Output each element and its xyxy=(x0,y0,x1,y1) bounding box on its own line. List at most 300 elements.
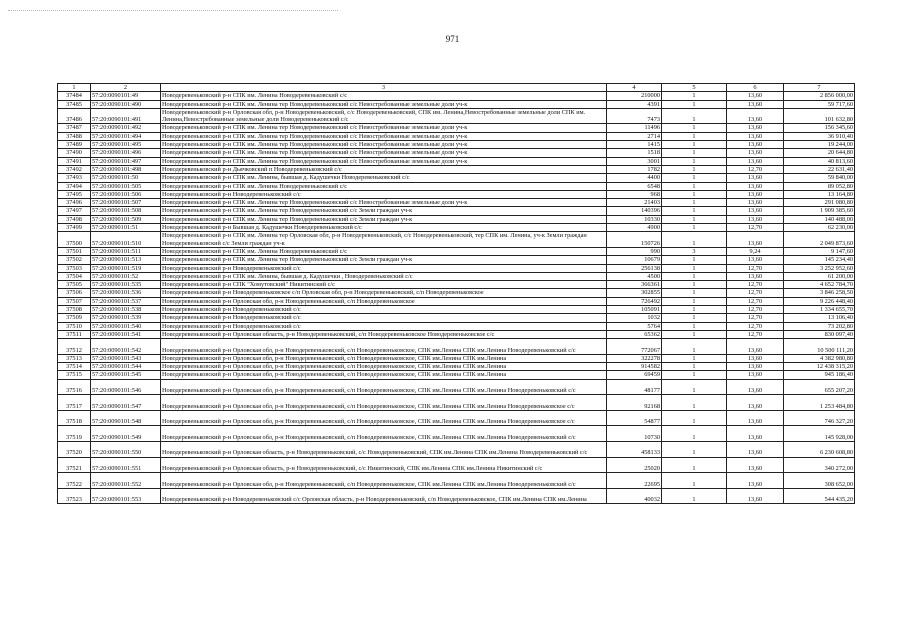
cell-count: 1 xyxy=(662,256,727,264)
cell-cadastral-number: 57:20:0090101:511 xyxy=(91,247,161,255)
cell-row-number: 37492 xyxy=(58,165,91,173)
cell-address: Новодеревеньковский р-н СПК им. Ленина тер Новодеревеньковский с/с Невостребованные земельные доли уч-к xyxy=(161,132,607,140)
cell-address: Новодеревеньковский р-н Орловская область, р-н Новодеревеньковский, с/с Никитинский, СПК им.Ленина СПК им.Ленина Никитинский с/с xyxy=(161,457,607,473)
cell-row-number: 37501 xyxy=(58,247,91,255)
cell-row-number: 37519 xyxy=(58,426,91,442)
cell-cadastral-number: 57:20:0090101:547 xyxy=(91,395,161,411)
cell-cadastral-number: 57:20:0090101:52 xyxy=(91,272,161,280)
cell-cadastral-number: 57:20:0090101:498 xyxy=(91,165,161,173)
table-row xyxy=(58,165,855,173)
cell-cadastral-number: 57:20:0090101:492 xyxy=(91,124,161,132)
cell-rate: 13,60 xyxy=(727,157,784,165)
cell-value: 2 049 873,60 xyxy=(784,232,855,248)
cell-cadastral-number: 57:20:0090101:505 xyxy=(91,182,161,190)
cell-count: 1 xyxy=(662,141,727,149)
cell-count: 1 xyxy=(662,488,727,504)
cell-count: 1 xyxy=(662,281,727,289)
cell-row-number: 37510 xyxy=(58,322,91,330)
cell-area: 772067 xyxy=(607,339,662,355)
cell-rate: 13,60 xyxy=(727,182,784,190)
cell-cadastral-number: 57:20:0090101:49 xyxy=(91,92,161,100)
cell-cadastral-number: 57:20:0090101:543 xyxy=(91,354,161,362)
cell-rate: 13,60 xyxy=(727,199,784,207)
cell-count: 1 xyxy=(662,124,727,132)
cell-address: Новодеревеньковский р-н Новодеревеньковский с/с xyxy=(161,314,607,322)
cell-address: Новодеревеньковский р-н СПК им. Ленина тер Орловская обл, р-н Новодеревеньковский, с/с Новодеревеньковский, тер СПК им. Ленина, уч-к Земли граждан Новодеревеньковский с/с Земли граждан уч-к xyxy=(161,232,607,248)
cell-area: 69459 xyxy=(607,371,662,379)
cell-value: 13 106,40 xyxy=(784,314,855,322)
cell-rate: 13,60 xyxy=(727,488,784,504)
cell-row-number: 37504 xyxy=(58,272,91,280)
cell-row-number: 37522 xyxy=(58,473,91,489)
table-row xyxy=(58,100,855,108)
cell-count: 1 xyxy=(662,473,727,489)
cell-area: 7473 xyxy=(607,108,662,124)
cell-cadastral-number: 57:20:0090101:546 xyxy=(91,379,161,395)
cell-rate: 13,60 xyxy=(727,272,784,280)
cell-area: 5764 xyxy=(607,322,662,330)
table-row xyxy=(58,157,855,165)
table-row xyxy=(58,322,855,330)
cell-value: 40 813,60 xyxy=(784,157,855,165)
table-row xyxy=(58,289,855,297)
cell-value: 9 147,60 xyxy=(784,247,855,255)
cell-value: 61 200,00 xyxy=(784,272,855,280)
cell-area: 210000 xyxy=(607,92,662,100)
cell-count: 1 xyxy=(662,207,727,215)
table-row xyxy=(58,256,855,264)
cell-row-number: 37508 xyxy=(58,306,91,314)
cell-address: Новодеревеньковский р-н СПК им. Ленина тер Новодеревеньковский с/с Земли граждан уч-к xyxy=(161,256,607,264)
cell-count: 1 xyxy=(662,132,727,140)
cell-rate: 13,60 xyxy=(727,92,784,100)
cell-address: Новодеревеньковский р-н Орловская обл, р-н Новодеревеньковский, с/п Новодеревеньковское xyxy=(161,297,607,305)
cell-rate: 13,60 xyxy=(727,215,784,223)
cell-cadastral-number: 57:20:0090101:506 xyxy=(91,190,161,198)
cell-value: 830 097,40 xyxy=(784,330,855,338)
cell-rate: 13,60 xyxy=(727,141,784,149)
cell-address: Новодеревеньковский р-н Орловская обл, р-н Новодеревеньковский, с/с Новодеревеньковский, СПК им. Ленина,Невостребованные земельные доли СПК им. Ленина,Невостребованные земельные доли Новодеревеньковский с/с xyxy=(161,108,607,124)
table-row xyxy=(58,395,855,411)
cell-area: 1032 xyxy=(607,314,662,322)
cell-row-number: 37503 xyxy=(58,264,91,272)
cell-address: Новодеревеньковский р-н СПК им. Ленина тер Новодеревеньковский с/с Невостребованные земельные доли уч-к xyxy=(161,100,607,108)
cell-cadastral-number: 57:20:0090101:536 xyxy=(91,289,161,297)
cell-value: 1 253 484,80 xyxy=(784,395,855,411)
cell-count: 1 xyxy=(662,272,727,280)
cell-value: 4 382 980,80 xyxy=(784,354,855,362)
cell-count: 1 xyxy=(662,289,727,297)
cell-value: 36 910,40 xyxy=(784,132,855,140)
cell-row-number: 37518 xyxy=(58,410,91,426)
cell-count: 1 xyxy=(662,264,727,272)
cell-cadastral-number: 57:20:0090101:545 xyxy=(91,371,161,379)
cell-count: 1 xyxy=(662,199,727,207)
table-row xyxy=(58,473,855,489)
cell-rate: 12,70 xyxy=(727,264,784,272)
table-row xyxy=(58,141,855,149)
table-row xyxy=(58,426,855,442)
cell-area: 21403 xyxy=(607,199,662,207)
cell-rate: 12,70 xyxy=(727,330,784,338)
table-row xyxy=(58,132,855,140)
cell-rate: 12,70 xyxy=(727,289,784,297)
cell-count: 1 xyxy=(662,339,727,355)
table-row xyxy=(58,339,855,355)
table-row xyxy=(58,224,855,232)
cell-area: 65362 xyxy=(607,330,662,338)
cell-address: Новодеревеньковский р-н Орловская обл, р-н Новодеревеньковский, с/п Новодеревеньковское, СПК им.Ленина СПК им.Ленина Новодеревеньковский с/с xyxy=(161,379,607,395)
cell-area: 256138 xyxy=(607,264,662,272)
table-row xyxy=(58,182,855,190)
cell-cadastral-number: 57:20:0090101:509 xyxy=(91,215,161,223)
cell-value: 746 327,20 xyxy=(784,410,855,426)
cell-count: 1 xyxy=(662,322,727,330)
cell-value: 59 840,00 xyxy=(784,174,855,182)
cell-address: Новодеревеньковский р-н Орловская обл, р-н Новодеревеньковский, с/п Новодеревеньковское, СПК им.Ленина СПК им.Ленина xyxy=(161,354,607,362)
cell-address: Новодеревеньковский р-н Орловская обл, р-н Новодеревеньковский, с/п Новодеревеньковское, СПК им.Ленина СПК им.Ленина Новодеревеньковское с/с xyxy=(161,395,607,411)
cell-row-number: 37486 xyxy=(58,108,91,124)
cell-value: 308 652,00 xyxy=(784,473,855,489)
cell-count: 1 xyxy=(662,108,727,124)
cell-area: 4391 xyxy=(607,100,662,108)
cell-address: Новодеревеньковский р-н Новодеревеньковский с/с xyxy=(161,264,607,272)
cell-area: 1415 xyxy=(607,141,662,149)
cell-cadastral-number: 57:20:0090101:490 xyxy=(91,100,161,108)
cell-row-number: 37514 xyxy=(58,363,91,371)
cell-cadastral-number: 57:20:0090101:551 xyxy=(91,457,161,473)
table-row xyxy=(58,264,855,272)
cell-cadastral-number: 57:20:0090101:50 xyxy=(91,174,161,182)
column-header-2: 2 xyxy=(91,84,161,92)
cell-row-number: 37512 xyxy=(58,339,91,355)
cell-rate: 13,60 xyxy=(727,473,784,489)
cell-cadastral-number: 57:20:0090101:537 xyxy=(91,297,161,305)
cell-value: 140 488,00 xyxy=(784,215,855,223)
cell-address: Новодеревеньковский р-н Орловская обл, р-н Новодеревеньковский, с/п Новодеревеньковское, СПК им.Ленина СПК им.Ленина Новодеревеньковский с/с xyxy=(161,339,607,355)
table-row xyxy=(58,371,855,379)
cell-value: 59 717,60 xyxy=(784,100,855,108)
cell-rate: 13,60 xyxy=(727,124,784,132)
cell-value: 291 080,80 xyxy=(784,199,855,207)
column-header-1: 1 xyxy=(58,84,91,92)
cell-value: 101 632,80 xyxy=(784,108,855,124)
column-header-4: 4 xyxy=(607,84,662,92)
cell-row-number: 37511 xyxy=(58,330,91,338)
cell-value: 22 631,40 xyxy=(784,165,855,173)
cell-address: Новодеревеньковский р-н СПК им. Ленина тер Новодеревеньковский с/с Земли граждан уч-к xyxy=(161,207,607,215)
cell-row-number: 37498 xyxy=(58,215,91,223)
cell-rate: 13,60 xyxy=(727,190,784,198)
cell-rate: 13,60 xyxy=(727,395,784,411)
cell-count: 1 xyxy=(662,354,727,362)
cell-value: 145 234,40 xyxy=(784,256,855,264)
cell-value: 73 202,80 xyxy=(784,322,855,330)
cell-rate: 13,60 xyxy=(727,108,784,124)
cell-rate: 13,60 xyxy=(727,354,784,362)
cell-value: 655 207,20 xyxy=(784,379,855,395)
cell-cadastral-number: 57:20:0090101:495 xyxy=(91,141,161,149)
table-row xyxy=(58,247,855,255)
table-row xyxy=(58,92,855,100)
cell-value: 62 230,00 xyxy=(784,224,855,232)
cell-address: Новодеревеньковский р-н Орловская область, р-н Новодеревеньковский, с/п Новодеревеньковское Новодеревеньковское с/с xyxy=(161,330,607,338)
cell-address: Новодеревеньковский р-н СПК им. Ленина, бывшая д. Кадушечки Новодеревеньковский с/с xyxy=(161,174,607,182)
cell-count: 1 xyxy=(662,395,727,411)
table-row xyxy=(58,442,855,458)
cell-rate: 13,60 xyxy=(727,149,784,157)
cell-address: Новодеревеньковский р-н Бывшая д. Кадушечки Новодеревеньковский с/с xyxy=(161,224,607,232)
cell-rate: 12,70 xyxy=(727,322,784,330)
cell-value: 544 435,20 xyxy=(784,488,855,504)
cell-row-number: 37491 xyxy=(58,157,91,165)
cell-area: 54877 xyxy=(607,410,662,426)
cell-row-number: 37490 xyxy=(58,149,91,157)
cell-value: 19 244,00 xyxy=(784,141,855,149)
cell-cadastral-number: 57:20:0090101:497 xyxy=(91,157,161,165)
cell-rate: 13,60 xyxy=(727,379,784,395)
cell-cadastral-number: 57:20:0090101:538 xyxy=(91,306,161,314)
cell-area: 4900 xyxy=(607,224,662,232)
cell-area: 726492 xyxy=(607,297,662,305)
cell-address: Новодеревеньковский р-н Орловская обл, р-н Новодеревеньковский, с/п Новодеревеньковское, СПК им.Ленина СПК им.Ленина Новодеревеньковское с/с xyxy=(161,410,607,426)
cell-count: 1 xyxy=(662,297,727,305)
cell-rate: 12,70 xyxy=(727,297,784,305)
cell-rate: 13,60 xyxy=(727,371,784,379)
cell-cadastral-number: 57:20:0090101:519 xyxy=(91,264,161,272)
cell-value: 4 652 784,70 xyxy=(784,281,855,289)
cell-cadastral-number: 57:20:0090101:550 xyxy=(91,442,161,458)
cell-area: 22695 xyxy=(607,473,662,489)
cell-value: 945 186,40 xyxy=(784,371,855,379)
cell-area: 990 xyxy=(607,247,662,255)
column-header-3: 3 xyxy=(161,84,607,92)
cell-value: 1 909 385,60 xyxy=(784,207,855,215)
cell-row-number: 37516 xyxy=(58,379,91,395)
column-header-6: 6 xyxy=(727,84,784,92)
cell-cadastral-number: 57:20:0090101:544 xyxy=(91,363,161,371)
cell-cadastral-number: 57:20:0090101:51 xyxy=(91,224,161,232)
cell-address: Новодеревеньковский р-н Новодеревеньковский с/с xyxy=(161,190,607,198)
cell-area: 2714 xyxy=(607,132,662,140)
cell-row-number: 37494 xyxy=(58,182,91,190)
table-row xyxy=(58,314,855,322)
cell-row-number: 37497 xyxy=(58,207,91,215)
cell-count: 1 xyxy=(662,232,727,248)
cell-row-number: 37488 xyxy=(58,132,91,140)
cell-cadastral-number: 57:20:0090101:535 xyxy=(91,281,161,289)
cell-area: 914582 xyxy=(607,363,662,371)
cell-count: 1 xyxy=(662,165,727,173)
cell-address: Новодеревеньковский р-н СПК им. Ленина Новодеревеньковский с/с xyxy=(161,182,607,190)
cell-rate: 13,60 xyxy=(727,207,784,215)
cell-cadastral-number: 57:20:0090101:540 xyxy=(91,322,161,330)
cell-area: 322278 xyxy=(607,354,662,362)
cell-row-number: 37509 xyxy=(58,314,91,322)
cell-rate: 12,70 xyxy=(727,306,784,314)
scan-artifact-line xyxy=(8,10,338,17)
table-row xyxy=(58,297,855,305)
cell-value: 9 226 448,40 xyxy=(784,297,855,305)
cell-count: 1 xyxy=(662,363,727,371)
cell-address: Новодеревеньковский р-н Орловская обл, р-н Новодеревеньковский, с/п Новодеревеньковское, СПК им.Ленина СПК им.Ленина xyxy=(161,363,607,371)
cell-cadastral-number: 57:20:0090101:507 xyxy=(91,199,161,207)
cell-count: 1 xyxy=(662,215,727,223)
cell-address: Новодеревеньковский р-н Дьячковский п Новодеревеньковский с/с xyxy=(161,165,607,173)
cell-address: Новодеревеньковский р-н СПК им. Ленина тер Новодеревеньковский с/с Невостребованные земельные доли уч-к xyxy=(161,141,607,149)
cell-rate: 13,60 xyxy=(727,174,784,182)
cell-count: 1 xyxy=(662,306,727,314)
table-row xyxy=(58,272,855,280)
table-row xyxy=(58,190,855,198)
table-row xyxy=(58,410,855,426)
cell-count: 1 xyxy=(662,190,727,198)
cadastral-register-table xyxy=(57,83,855,504)
cell-address: Новодеревеньковский р-н СПК им. Ленина Новодеревеньковский с/с xyxy=(161,92,607,100)
cell-rate: 9,24 xyxy=(727,247,784,255)
cell-count: 1 xyxy=(662,182,727,190)
cell-cadastral-number: 57:20:0090101:491 xyxy=(91,108,161,124)
cell-address: Новодеревеньковский р-н СПК "Хомутовский" Никитинский с/с xyxy=(161,281,607,289)
cell-value: 145 928,00 xyxy=(784,426,855,442)
column-header-7: 7 xyxy=(784,84,855,92)
cell-count: 1 xyxy=(662,457,727,473)
cell-count: 3 xyxy=(662,247,727,255)
cell-value: 2 856 000,00 xyxy=(784,92,855,100)
cell-cadastral-number: 57:20:0090101:541 xyxy=(91,330,161,338)
page-number: 971 xyxy=(445,34,460,44)
table-row xyxy=(58,232,855,248)
cell-row-number: 37515 xyxy=(58,371,91,379)
cell-cadastral-number: 57:20:0090101:513 xyxy=(91,256,161,264)
table-row xyxy=(58,207,855,215)
cell-area: 302855 xyxy=(607,289,662,297)
cell-row-number: 37484 xyxy=(58,92,91,100)
cell-address: Новодеревеньковский р-н Орловская область, р-н Новодеревеньковский, с/с Новодеревеньковский, СПК им.Ленина СПК им.Ленина Новодеревеньковский с/с xyxy=(161,442,607,458)
cell-count: 1 xyxy=(662,174,727,182)
cell-count: 1 xyxy=(662,426,727,442)
cell-row-number: 37485 xyxy=(58,100,91,108)
cell-value: 1 334 655,70 xyxy=(784,306,855,314)
cell-address: Новодеревеньковский р-н Новодеревеньковское с/п Орловская обл, р-н Новодеревеньковский, с/п Новодеревеньковское xyxy=(161,289,607,297)
cell-area: 140396 xyxy=(607,207,662,215)
cell-rate: 13,60 xyxy=(727,132,784,140)
cell-count: 1 xyxy=(662,224,727,232)
cell-rate: 13,60 xyxy=(727,339,784,355)
cell-row-number: 37489 xyxy=(58,141,91,149)
cell-count: 1 xyxy=(662,410,727,426)
cell-rate: 13,60 xyxy=(727,410,784,426)
cell-rate: 13,60 xyxy=(727,363,784,371)
table-row xyxy=(58,108,855,124)
cell-address: Новодеревеньковский р-н СПК им. Ленина тер Новодеревеньковский с/с Невостребованные земельные доли уч-к xyxy=(161,149,607,157)
cell-value: 10 500 111,20 xyxy=(784,339,855,355)
cell-address: Новодеревеньковский р-н Новодеревеньковский с/с xyxy=(161,306,607,314)
cell-count: 1 xyxy=(662,442,727,458)
cell-area: 4500 xyxy=(607,272,662,280)
cell-value: 3 252 952,60 xyxy=(784,264,855,272)
cell-cadastral-number: 57:20:0090101:539 xyxy=(91,314,161,322)
cell-row-number: 37499 xyxy=(58,224,91,232)
cell-count: 1 xyxy=(662,149,727,157)
cell-area: 92168 xyxy=(607,395,662,411)
cell-count: 1 xyxy=(662,100,727,108)
cell-count: 1 xyxy=(662,314,727,322)
cell-rate: 12,70 xyxy=(727,314,784,322)
cell-area: 366361 xyxy=(607,281,662,289)
cell-area: 10730 xyxy=(607,426,662,442)
cell-cadastral-number: 57:20:0090101:548 xyxy=(91,410,161,426)
table-row xyxy=(58,457,855,473)
table-row xyxy=(58,124,855,132)
table-row xyxy=(58,199,855,207)
cell-value: 13 164,80 xyxy=(784,190,855,198)
cell-address: Новодеревеньковский р-н СПК им. Ленина тер Новодеревеньковский с/с Невостребованные земельные доли уч-к xyxy=(161,199,607,207)
column-header-5: 5 xyxy=(662,84,727,92)
cell-rate: 13,60 xyxy=(727,256,784,264)
cell-row-number: 37487 xyxy=(58,124,91,132)
cell-area: 48177 xyxy=(607,379,662,395)
cell-count: 1 xyxy=(662,92,727,100)
cell-rate: 12,70 xyxy=(727,224,784,232)
table-row xyxy=(58,330,855,338)
cell-value: 89 052,80 xyxy=(784,182,855,190)
table-row xyxy=(58,306,855,314)
cell-count: 1 xyxy=(662,157,727,165)
cell-area: 10679 xyxy=(607,256,662,264)
cell-address: Новодеревеньковский р-н Орловская обл, р-н Новодеревеньковский, с/п Новодеревеньковское, СПК им.Ленина СПК им.Ленина xyxy=(161,371,607,379)
cell-rate: 13,60 xyxy=(727,457,784,473)
cell-address: Новодеревеньковский р-н СПК им. Ленина, бывшая д. Кадушечки , Новодеревеньковский с/с xyxy=(161,272,607,280)
cell-area: 6548 xyxy=(607,182,662,190)
cell-value: 20 644,80 xyxy=(784,149,855,157)
cell-row-number: 37517 xyxy=(58,395,91,411)
cell-cadastral-number: 57:20:0090101:553 xyxy=(91,488,161,504)
cell-address: Новодеревеньковский р-н СПК им. Ленина Новодеревеньковский с/с xyxy=(161,247,607,255)
cell-row-number: 37500 xyxy=(58,232,91,248)
cell-address: Новодеревеньковский р-н СПК им. Ленина тер Новодеревеньковский с/с Невостребованные земельные доли уч-к xyxy=(161,124,607,132)
cell-area: 40032 xyxy=(607,488,662,504)
cell-cadastral-number: 57:20:0090101:510 xyxy=(91,232,161,248)
table-header-row xyxy=(58,84,855,92)
cell-cadastral-number: 57:20:0090101:552 xyxy=(91,473,161,489)
cell-area: 150726 xyxy=(607,232,662,248)
cell-area: 4400 xyxy=(607,174,662,182)
cell-count: 1 xyxy=(662,379,727,395)
cell-cadastral-number: 57:20:0090101:549 xyxy=(91,426,161,442)
cell-rate: 13,60 xyxy=(727,232,784,248)
cell-value: 156 345,60 xyxy=(784,124,855,132)
cell-address: Новодеревеньковский р-н Новодеревеньковский с/с Орловская область, р-н Новодеревеньковский, с/п Новодеревеньковское, СПК им.Ленина СПК им.Ленина xyxy=(161,488,607,504)
table-row xyxy=(58,149,855,157)
cell-count: 1 xyxy=(662,371,727,379)
cell-value: 6 230 608,80 xyxy=(784,442,855,458)
cell-cadastral-number: 57:20:0090101:494 xyxy=(91,132,161,140)
cell-area: 3001 xyxy=(607,157,662,165)
cell-area: 105091 xyxy=(607,306,662,314)
cell-value: 340 272,00 xyxy=(784,457,855,473)
table-row xyxy=(58,174,855,182)
cell-rate: 12,70 xyxy=(727,165,784,173)
table-row xyxy=(58,215,855,223)
cell-cadastral-number: 57:20:0090101:508 xyxy=(91,207,161,215)
cell-cadastral-number: 57:20:0090101:542 xyxy=(91,339,161,355)
table-row xyxy=(58,488,855,504)
cell-area: 25020 xyxy=(607,457,662,473)
cell-row-number: 37520 xyxy=(58,442,91,458)
table-row xyxy=(58,379,855,395)
cell-address: Новодеревеньковский р-н Новодеревеньковский с/с xyxy=(161,322,607,330)
